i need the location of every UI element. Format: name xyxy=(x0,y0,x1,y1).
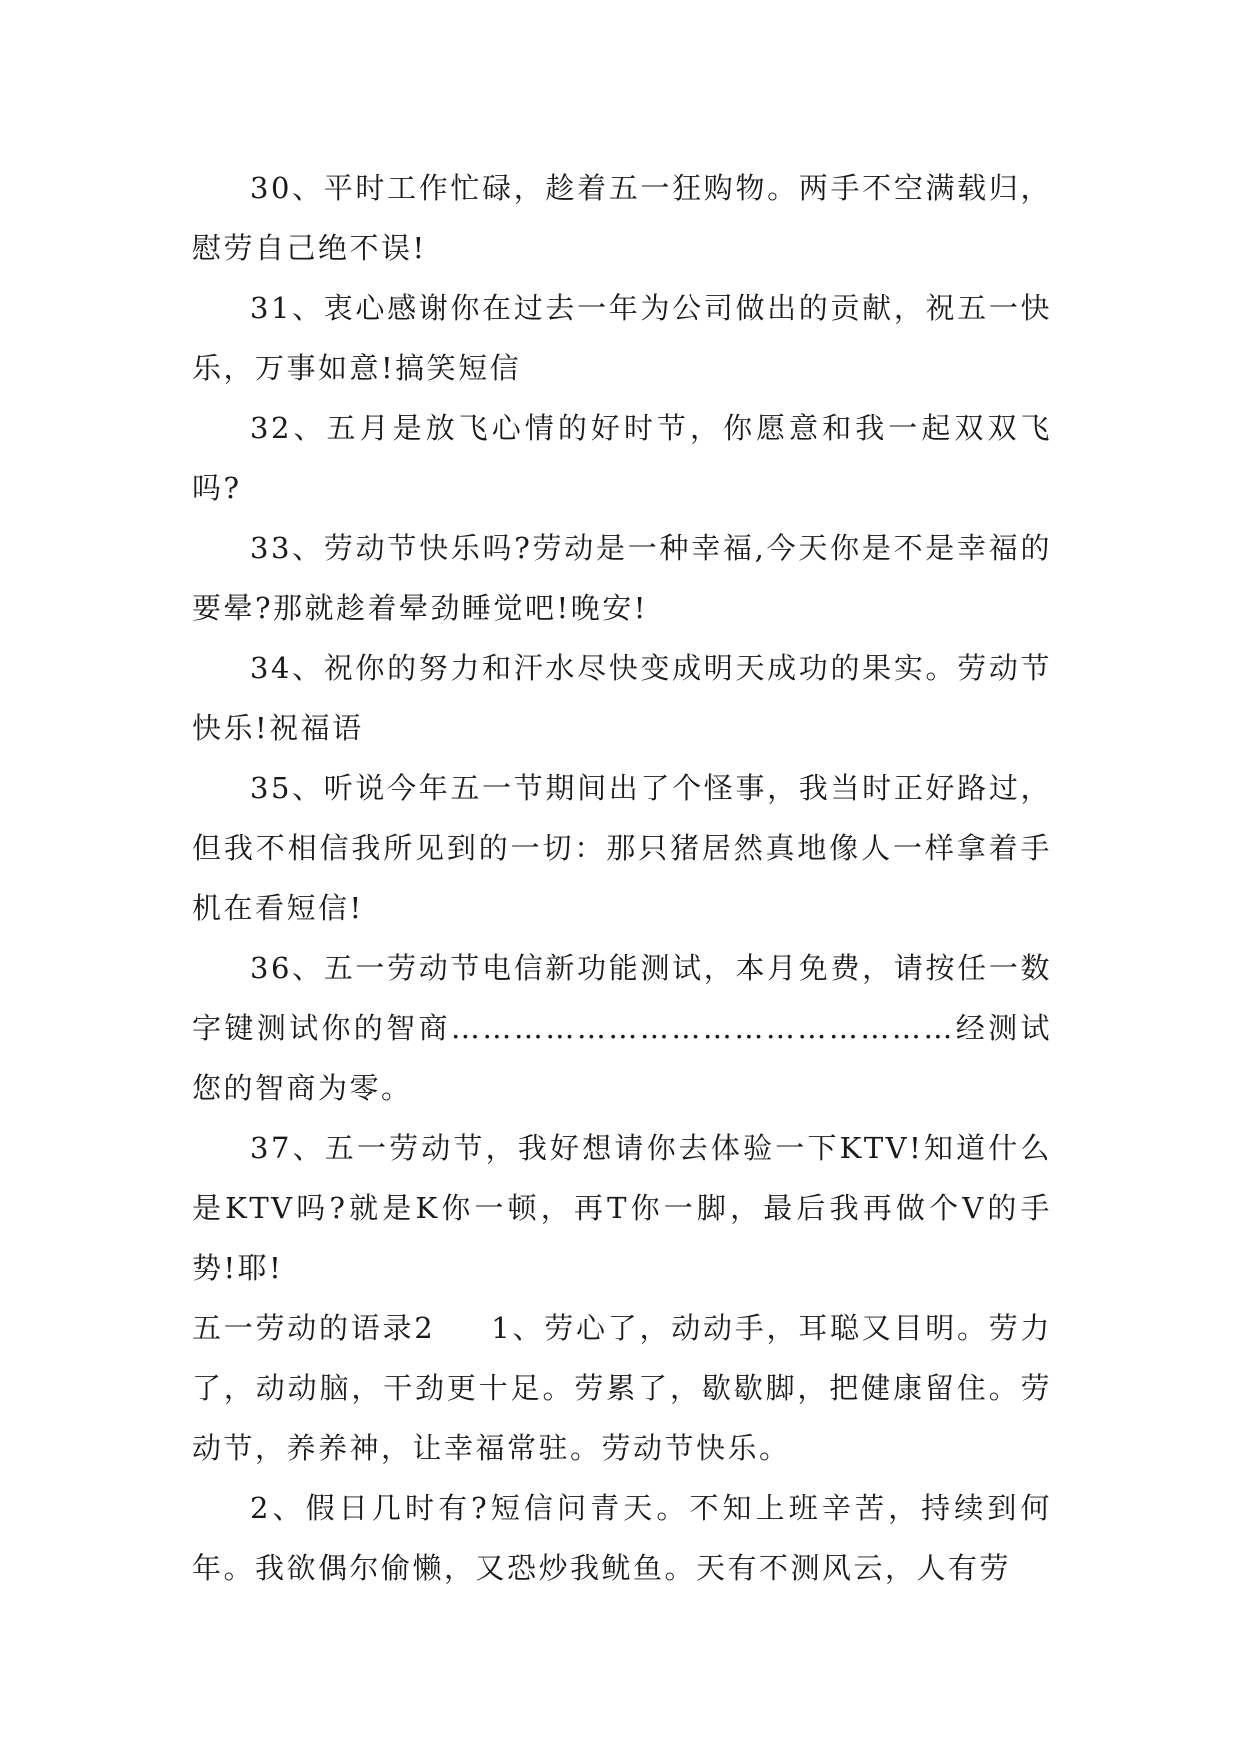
section-heading: 五一劳动的语录2 xyxy=(192,1311,436,1345)
section-heading-paragraph xyxy=(192,1298,1052,1478)
section-paragraph-1: 1、劳心了，动动手，耳聪又目明。劳力了，动动脑，干劲更十足。劳累了，歇歇脚，把健康留住。劳动节，养养神，让幸福常驻。劳动节快乐。 xyxy=(192,1311,1053,1465)
paragraph-36: 36、五一劳动节电信新功能测试，本月免费，请按任一数字键测试你的智商…………………………………………经测试您的智商为零。 xyxy=(192,951,1052,1105)
body-text xyxy=(192,158,1052,1598)
paragraph-37: 37、五一劳动节，我好想请你去体验一下KTV!知道什么是KTV吗?就是K你一顿，再T你一脚，最后我再做个V的手势!耶! xyxy=(192,1131,1052,1285)
paragraph-35: 35、听说今年五一节期间出了个怪事，我当时正好路过，但我不相信我所见到的一切：那只猪居然真地像人一样拿着手机在看短信! xyxy=(192,771,1052,925)
paragraph-30: 30、平时工作忙碌，趁着五一狂购物。两手不空满载归，慰劳自己绝不误! xyxy=(192,171,1052,265)
paragraph-34: 34、祝你的努力和汗水尽快变成明天成功的果实。劳动节快乐!祝福语 xyxy=(192,651,1052,745)
paragraph-33: 33、劳动节快乐吗?劳动是一种幸福,今天你是不是幸福的要晕?那就趁着晕劲睡觉吧!晚安! xyxy=(192,531,1052,625)
paragraph-31: 31、衷心感谢你在过去一年为公司做出的贡献，祝五一快乐，万事如意!搞笑短信 xyxy=(192,291,1052,385)
section-paragraph-2: 2、假日几时有?短信问青天。不知上班辛苦，持续到何年。我欲偶尔偷懒，又恐炒我鱿鱼。天有不测风云，人有劳 xyxy=(192,1491,1052,1585)
paragraph-32: 32、五月是放飞心情的好时节，你愿意和我一起双双飞吗? xyxy=(192,411,1052,505)
